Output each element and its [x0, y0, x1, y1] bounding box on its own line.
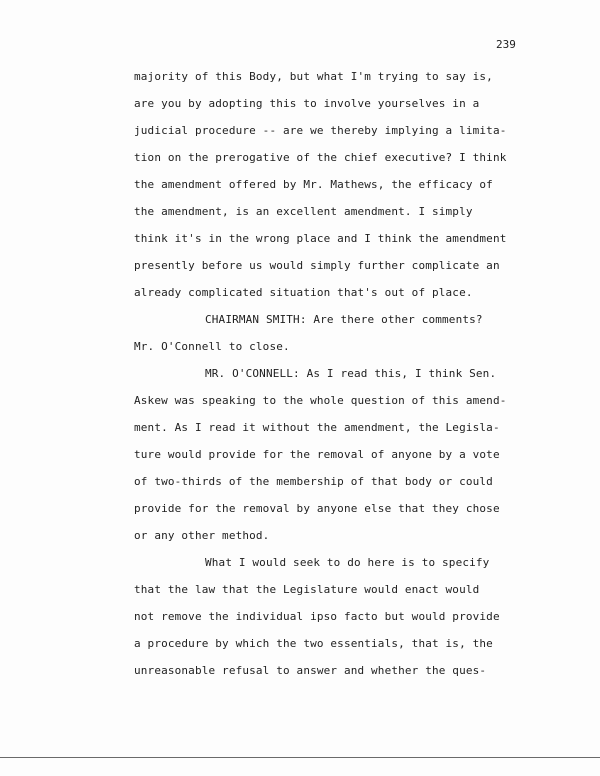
text-line: judicial procedure -- are we thereby implying a limita-: [134, 124, 507, 137]
text-line: presently before us would simply further complicate an: [134, 259, 500, 272]
text-line: already complicated situation that's out of place.: [134, 286, 473, 299]
page-number: 239: [496, 38, 516, 51]
text-line: not remove the individual ipso facto but would provide: [134, 610, 500, 623]
text-line: a procedure by which the two essentials, that is, the: [134, 637, 493, 650]
speaker-line: MR. O'CONNELL: As I read this, I think Sen.: [205, 367, 497, 380]
text-line: tion on the prerogative of the chief executive? I think: [134, 151, 507, 164]
text-line: that the law that the Legislature would enact would: [134, 583, 480, 596]
text-line: of two-thirds of the membership of that body or could: [134, 475, 493, 488]
text-line: the amendment offered by Mr. Mathews, the efficacy of: [134, 178, 493, 191]
speaker-line: CHAIRMAN SMITH: Are there other comments?: [205, 313, 483, 326]
text-line: Mr. O'Connell to close.: [134, 340, 290, 353]
text-line: provide for the removal by anyone else that they chose: [134, 502, 500, 515]
text-line: Askew was speaking to the whole question of this amend-: [134, 394, 507, 407]
text-line: think it's in the wrong place and I think the amendment: [134, 232, 507, 245]
text-line: unreasonable refusal to answer and whether the ques-: [134, 664, 487, 677]
text-line: or any other method.: [134, 529, 270, 542]
text-line: the amendment, is an excellent amendment. I simply: [134, 205, 473, 218]
text-line: ture would provide for the removal of anyone by a vote: [134, 448, 500, 461]
text-line: majority of this Body, but what I'm trying to say is,: [134, 70, 493, 83]
text-line: are you by adopting this to involve yourselves in a: [134, 97, 480, 110]
paragraph-start-line: What I would seek to do here is to specify: [205, 556, 490, 569]
text-line: ment. As I read it without the amendment, the Legisla-: [134, 421, 500, 434]
page-bottom-rule: [0, 757, 600, 758]
